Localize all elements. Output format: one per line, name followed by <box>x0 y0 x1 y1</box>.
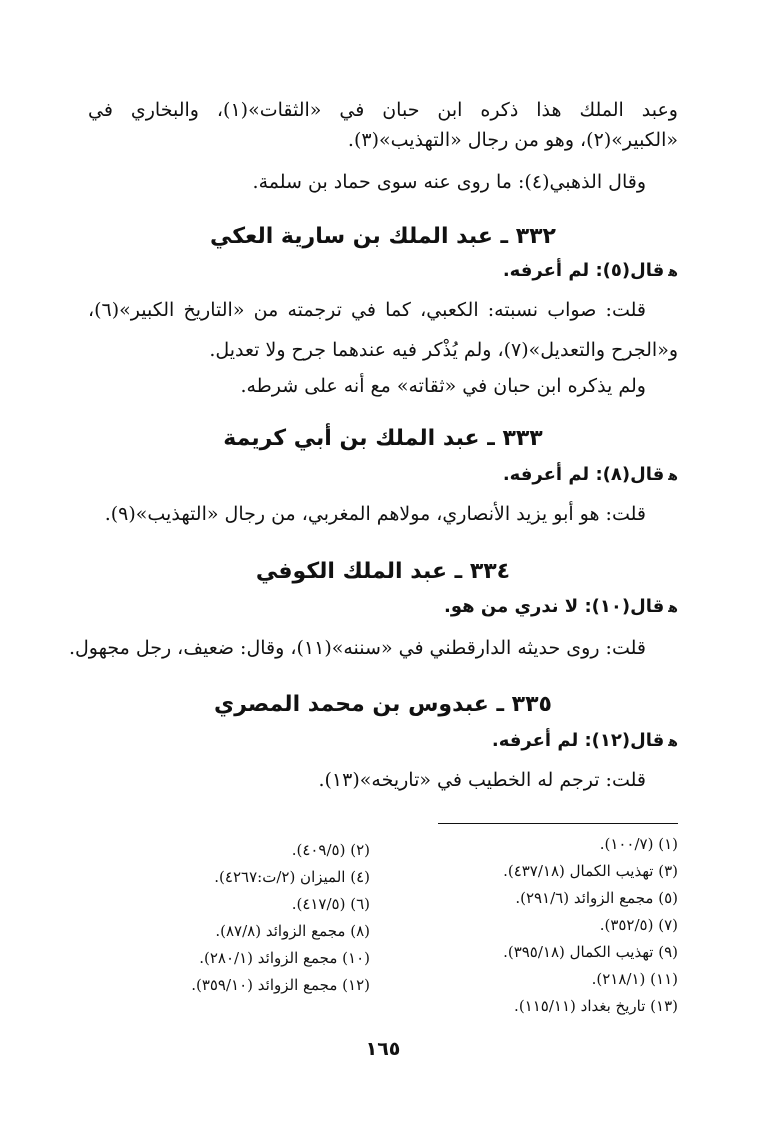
body-line: قلت: صواب نسبته: الكعبي، كما في ترجمته من «التاريخ الكبير»(٦)، <box>88 299 646 321</box>
entry-marker-icon: ﻫ <box>668 468 678 484</box>
footnote-10: (١٠) مجمع الزوائد (٢٨٠/١). <box>199 949 370 967</box>
qal-text: قال(١٠): لا ندري من هو. <box>444 596 665 617</box>
body-line: ولم يذكره ابن حبان في «ثقاته» مع أنه على شرطه. <box>240 375 646 397</box>
entry-heading-332: ٣٣٢ ـ عبد الملك بن سارية العكي <box>210 224 556 249</box>
qal-line-335 <box>492 728 678 755</box>
intro-line-3: وقال الذهبي(٤): ما روى عنه سوى حماد بن سلمة. <box>252 171 646 193</box>
body-line: قلت: هو أبو يزيد الأنصاري، مولاهم المغربي، من رجال «التهذيب»(٩). <box>104 503 646 525</box>
entry-marker-icon: ﻫ <box>668 734 678 750</box>
qal-text: قال(٥): لم أعرفه. <box>502 260 665 281</box>
qal-text: قال(١٢): لم أعرفه. <box>491 730 665 751</box>
entry-heading-333: ٣٣٣ ـ عبد الملك بن أبي كريمة <box>223 426 543 451</box>
footnote-13: (١٣) تاريخ بغداد (١١٥/١١). <box>514 997 678 1015</box>
page-number: ١٦٥ <box>365 1038 401 1060</box>
entry-marker-icon: ﻫ <box>668 600 678 616</box>
footnote-11: (١١) (٢١٨/١). <box>591 970 678 988</box>
footnote-5: (٥) مجمع الزوائد (٢٩١/٦). <box>515 889 678 907</box>
body-line: و«الجرح والتعديل»(٧)، ولم يُذْكر فيه عندهما جرح ولا تعديل. <box>209 339 678 361</box>
qal-line-334 <box>444 594 678 621</box>
footnote-3: (٣) تهذيب الكمال (٤٣٧/١٨). <box>503 862 678 880</box>
footnote-8: (٨) مجمع الزوائد (٨٧/٨). <box>215 922 370 940</box>
body-line: قلت: ترجم له الخطيب في «تاريخه»(١٣). <box>318 769 646 791</box>
qal-text: قال(٨): لم أعرفه. <box>502 464 665 485</box>
footnote-9: (٩) تهذيب الكمال (٣٩٥/١٨). <box>503 943 678 961</box>
footnote-divider <box>438 823 678 824</box>
intro-line-1: وعبد الملك هذا ذكره ابن حبان في «الثقات»(١)، والبخاري في <box>88 99 678 121</box>
body-line: قلت: روى حديثه الدارقطني في «سننه»(١١)، وقال: ضعيف، رجل مجهول. <box>68 637 646 659</box>
footnote-4: (٤) الميزان (٢/ت:٤٢٦٧). <box>214 868 370 886</box>
footnote-12: (١٢) مجمع الزوائد (٣٥٩/١٠). <box>191 976 370 994</box>
intro-line-2: «الكبير»(٢)، وهو من رجال «التهذيب»(٣). <box>347 129 678 151</box>
footnote-1: (١) (١٠٠/٧). <box>599 835 678 853</box>
footnote-7: (٧) (٣٥٢/٥). <box>599 916 678 934</box>
entry-marker-icon: ﻫ <box>668 264 678 280</box>
footnote-6: (٦) (٤١٧/٥). <box>291 895 370 913</box>
footnote-2: (٢) (٤٠٩/٥). <box>291 841 370 859</box>
entry-heading-335: ٣٣٥ ـ عبدوس بن محمد المصري <box>214 692 552 717</box>
entry-heading-334: ٣٣٤ ـ عبد الملك الكوفي <box>255 559 511 584</box>
qal-line-333 <box>503 462 678 489</box>
qal-line-332 <box>503 258 678 285</box>
